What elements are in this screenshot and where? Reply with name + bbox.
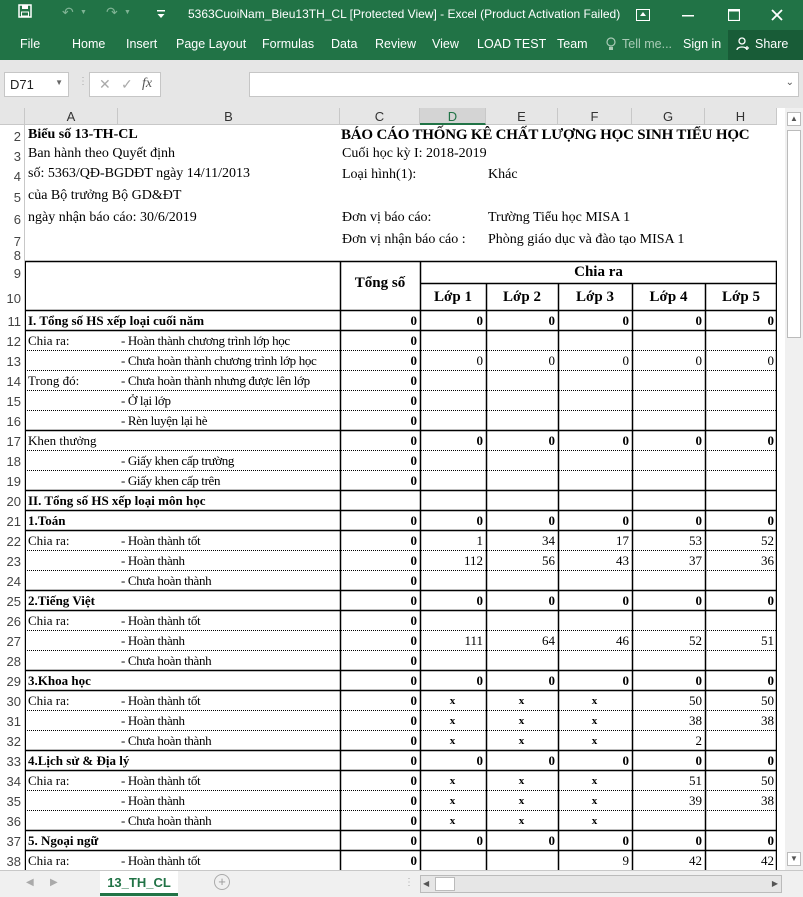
class-value-cell[interactable]: 0 [548,353,555,368]
row-label[interactable]: 1.Toán [28,513,66,528]
class-value-cell[interactable]: 9 [622,853,629,868]
table-row [25,830,777,850]
class-value-cell[interactable]: 42 [761,853,774,868]
class-value-cell[interactable]: 0 [548,313,555,328]
class-value-cell[interactable]: 51 [689,773,702,788]
receive-date: ngày nhận báo cáo: 30/6/2019 [28,210,197,225]
title-bar [0,0,803,30]
class-value-cell[interactable]: x [518,795,525,807]
row-header-38[interactable]: 38 [0,850,25,870]
total-cell[interactable]: 0 [410,393,417,408]
table-row [25,530,777,550]
class-value-cell[interactable]: 0 [476,313,483,328]
class-value-cell[interactable]: 0 [476,353,483,368]
customize-qat-icon[interactable] [156,6,166,22]
row-header-18[interactable]: 18 [0,450,25,470]
total-cell[interactable]: 0 [410,653,417,668]
column-header-h[interactable]: H [705,108,777,125]
undo-dropdown-icon[interactable]: ▼ [80,9,87,16]
table-row [25,370,777,390]
row-header-23[interactable]: 23 [0,550,25,570]
class-value-cell[interactable]: 46 [616,633,629,648]
total-cell[interactable]: 0 [410,333,417,348]
class-value-cell[interactable]: 38 [689,713,702,728]
class-value-cell[interactable]: 53 [689,533,702,548]
row-header-3[interactable]: 3 [0,145,25,164]
row-label[interactable]: 2.Tiếng Việt [28,593,95,608]
row-sublabel[interactable]: - Chưa hoàn thành chương trình lớp học [121,353,317,368]
row-label[interactable]: Chia ra: [28,333,70,348]
class-value-cell[interactable]: 38 [761,793,774,808]
class-value-cell[interactable]: 0 [476,433,483,448]
tab-insert[interactable]: Insert [126,37,158,51]
enter-icon[interactable]: ✓ [121,76,133,92]
total-cell[interactable]: 0 [410,313,417,328]
class-value-cell[interactable]: 0 [548,513,555,528]
row-label[interactable]: Chia ra: [28,613,70,628]
class-value-cell[interactable]: 0 [476,833,483,848]
class-value-cell[interactable]: x [518,815,525,827]
table-row [25,510,777,530]
row-header-33[interactable]: 33 [0,750,25,770]
class-value-cell[interactable]: 51 [761,633,774,648]
row-header-26[interactable]: 26 [0,610,25,630]
scroll-left-icon[interactable]: ◀ [423,879,430,888]
total-cell[interactable]: 0 [410,853,417,868]
row-label[interactable]: 5. Ngoại ngữ [28,833,99,848]
row-sublabel[interactable]: - Giấy khen cấp trường [121,453,235,468]
class-value-cell[interactable]: 0 [695,753,702,768]
class-value-cell[interactable]: 42 [689,853,702,868]
close-icon[interactable] [771,8,783,24]
row-sublabel[interactable]: - Hoàn thành chương trình lớp học [121,333,290,348]
type-value: Khác [488,167,518,182]
sheet-tab-bar [0,870,803,897]
class-value-cell[interactable]: 36 [761,553,774,568]
row-sublabel[interactable]: - Hoàn thành tốt [121,693,201,708]
class-value-cell[interactable]: x [591,735,598,747]
class-value-cell[interactable]: 0 [767,673,774,688]
formula-buttons [89,72,161,97]
table-row [25,470,777,490]
row-header-15[interactable]: 15 [0,390,25,410]
select-all-corner[interactable] [0,108,25,125]
vertical-scroll-thumb[interactable] [787,130,801,338]
table-row [25,590,777,610]
class-value-cell[interactable]: 52 [761,533,774,548]
total-cell[interactable]: 0 [410,673,417,688]
row-header-9[interactable]: 9 [0,261,25,283]
table-row [25,630,777,650]
row-header-7[interactable]: 7 [0,229,25,250]
class-value-cell[interactable]: x [518,735,525,747]
vertical-scrollbar[interactable] [785,108,803,870]
table-row [25,690,777,710]
row-label[interactable]: I. Tổng số HS xếp loại cuối năm [28,313,205,328]
class-value-cell[interactable]: 0 [622,753,629,768]
row-header-4[interactable]: 4 [0,164,25,185]
formula-bar-area [0,60,803,108]
row-header-27[interactable]: 27 [0,630,25,650]
total-cell[interactable]: 0 [410,753,417,768]
decision-number: số: 5363/QĐ-BGDĐT ngày 14/11/2013 [28,166,251,181]
total-cell[interactable]: 0 [410,633,417,648]
row-header-10[interactable]: 10 [0,283,25,310]
lightbulb-icon [606,37,616,54]
total-cell[interactable]: 0 [410,793,417,808]
tab-file[interactable]: File [20,37,41,51]
scroll-up-icon[interactable]: ▲ [787,112,801,126]
class-value-cell[interactable]: 0 [767,353,774,368]
column-header-e[interactable]: E [486,108,558,125]
split-header: Chia ra [574,264,623,280]
column-header-c[interactable]: C [340,108,420,125]
class-value-cell[interactable]: 111 [464,633,483,648]
issued-by: Ban hành theo Quyết định [28,146,175,161]
class-value-cell[interactable]: 0 [622,433,629,448]
row-sublabel[interactable]: - Ở lại lớp [121,393,171,408]
column-header-a[interactable]: A [25,108,118,125]
column-header-f[interactable]: F [558,108,632,125]
class-value-cell[interactable]: 52 [689,633,702,648]
row-sublabel[interactable]: - Hoàn thành [121,633,185,648]
total-cell[interactable]: 0 [410,433,417,448]
total-cell[interactable]: 0 [410,533,417,548]
row-header-25[interactable]: 25 [0,590,25,610]
row-header-32[interactable]: 32 [0,730,25,750]
table-row [25,430,777,450]
class-value-cell[interactable]: x [518,715,525,727]
row-header-11[interactable]: 11 [0,310,25,330]
ribbon-display-icon[interactable] [636,8,650,24]
table-row [25,490,777,510]
class-header-5: Lớp 5 [722,289,760,305]
insert-function-icon[interactable]: fx [142,76,153,91]
row-sublabel[interactable]: - Chưa hoàn thành [121,573,212,588]
class-header-3: Lớp 3 [576,289,614,305]
class-value-cell[interactable]: x [518,695,525,707]
row-sublabel[interactable]: - Hoàn thành [121,713,185,728]
table-row [25,610,777,630]
class-value-cell[interactable]: 0 [695,433,702,448]
table-row [25,670,777,690]
class-value-cell[interactable]: 64 [542,633,555,648]
row-sublabel[interactable]: - Chưa hoàn thành [121,733,212,748]
window-title: 5363CuoiNam_Bieu13TH_CL [Protected View] - Excel (Product Activation Failed) [188,7,621,21]
class-value-cell[interactable]: x [449,735,456,747]
class-value-cell[interactable]: 0 [767,833,774,848]
row-header-35[interactable]: 35 [0,790,25,810]
class-value-cell[interactable]: x [591,695,598,707]
receiving-unit-label: Đơn vị nhận báo cáo : [342,232,466,247]
row-sublabel[interactable]: - Hoàn thành tốt [121,533,201,548]
column-header-g[interactable]: G [632,108,705,125]
row-header-14[interactable]: 14 [0,370,25,390]
class-value-cell[interactable]: 112 [463,553,483,568]
horizontal-scrollbar[interactable] [420,875,782,893]
row-label[interactable]: Khen thưởng [28,433,97,448]
row-header-37[interactable]: 37 [0,830,25,850]
name-box-dropdown-icon[interactable]: ▼ [55,78,63,87]
prev-sheet-icon[interactable]: ◀ [26,877,34,888]
class-value-cell[interactable]: 0 [695,353,702,368]
tab-page-layout[interactable]: Page Layout [176,37,247,51]
class-value-cell[interactable]: 1 [476,533,483,548]
formula-input[interactable] [249,72,799,97]
table-row [25,790,777,810]
total-cell[interactable]: 0 [410,453,417,468]
table-row [25,850,777,870]
row-header-19[interactable]: 19 [0,470,25,490]
row-header-2[interactable]: 2 [0,125,25,145]
column-header-d[interactable]: D [420,108,486,125]
row-sublabel[interactable]: - Chưa hoàn thành nhưng được lên lớp [121,373,310,388]
scroll-down-icon[interactable]: ▼ [787,852,801,866]
row-sublabel[interactable]: - Hoàn thành tốt [121,773,201,788]
total-cell[interactable]: 0 [410,573,417,588]
row-header-31[interactable]: 31 [0,710,25,730]
class-value-cell[interactable]: 0 [622,673,629,688]
tab-team[interactable]: Team [557,37,588,51]
class-value-cell[interactable]: x [449,715,456,727]
total-cell[interactable]: 0 [410,473,417,488]
class-header-2: Lớp 2 [503,289,541,305]
total-cell[interactable]: 0 [410,553,417,568]
row-header-24[interactable]: 24 [0,570,25,590]
term: Cuối học kỳ I: 2018-2019 [342,146,487,161]
row-label[interactable]: 3.Khoa học [28,673,91,688]
class-value-cell[interactable]: x [449,795,456,807]
maximize-icon[interactable] [728,8,740,24]
share-button[interactable] [728,30,803,60]
total-cell[interactable]: 0 [410,713,417,728]
table-row [25,330,777,350]
class-value-cell[interactable]: 0 [767,433,774,448]
undo-icon[interactable]: ↶ [62,4,74,20]
class-value-cell[interactable]: 0 [767,753,774,768]
row-label[interactable]: Chia ra: [28,773,70,788]
tab-formulas[interactable]: Formulas [262,37,315,51]
class-value-cell[interactable]: 2 [695,733,702,748]
table-row [25,310,777,330]
class-value-cell[interactable]: 0 [548,753,555,768]
add-sheet-icon[interactable]: + [214,874,230,890]
class-value-cell[interactable]: 43 [616,553,629,568]
next-sheet-icon[interactable]: ▶ [50,877,58,888]
class-value-cell[interactable]: 38 [761,713,774,728]
class-value-cell[interactable]: x [591,815,598,827]
row-header-17[interactable]: 17 [0,430,25,450]
class-value-cell[interactable]: x [591,795,598,807]
table-row [25,550,777,570]
class-value-cell[interactable]: 50 [761,773,774,788]
class-value-cell[interactable]: 0 [622,353,629,368]
row-header-29[interactable]: 29 [0,670,25,690]
ribbon-tabs [0,30,803,60]
table-row [25,410,777,430]
row-label[interactable]: Chia ra: [28,853,70,868]
class-value-cell[interactable]: x [591,775,598,787]
total-cell[interactable]: 0 [410,373,417,388]
sign-in-link[interactable]: Sign in [683,37,722,51]
name-box[interactable] [4,72,69,97]
class-value-cell[interactable]: 0 [695,513,702,528]
row-sublabel[interactable]: - Hoàn thành [121,553,185,568]
class-value-cell[interactable]: 17 [616,533,629,548]
row-header-34[interactable]: 34 [0,770,25,790]
row-label[interactable]: 4.Lịch sử & Địa lý [28,753,130,768]
person-add-icon [736,37,750,54]
scroll-right-icon[interactable]: ▶ [771,879,778,888]
name-box-value: D71 [10,77,34,92]
tab-view[interactable]: View [432,37,459,51]
class-value-cell[interactable]: 37 [689,553,702,568]
class-value-cell[interactable]: 39 [689,793,702,808]
class-value-cell[interactable]: 0 [695,673,702,688]
class-value-cell[interactable]: 0 [767,313,774,328]
sheet-tab-13-th-cl[interactable]: 13_TH_CL [100,871,178,896]
total-header: Tổng số [354,275,406,291]
class-value-cell[interactable]: 50 [689,693,702,708]
total-cell[interactable]: 0 [410,813,417,828]
class-value-cell[interactable]: 50 [761,693,774,708]
class-value-cell[interactable]: 0 [695,313,702,328]
tab-data[interactable]: Data [331,37,358,51]
row-label[interactable]: Chia ra: [28,693,70,708]
tab-review[interactable]: Review [375,37,416,51]
share-label: Share [755,37,789,51]
class-value-cell[interactable]: 0 [548,433,555,448]
tab-load-test[interactable]: LOAD TEST [477,37,547,51]
total-cell[interactable]: 0 [410,693,417,708]
worksheet-grid[interactable] [25,125,777,870]
class-value-cell[interactable]: x [518,775,525,787]
row-header-16[interactable]: 16 [0,410,25,430]
total-cell[interactable]: 0 [410,773,417,788]
class-value-cell[interactable]: 0 [767,513,774,528]
class-value-cell[interactable]: 0 [622,593,629,608]
total-cell[interactable]: 0 [410,593,417,608]
row-label[interactable]: II. Tổng số HS xếp loại môn học [28,493,206,508]
class-value-cell[interactable]: 0 [476,513,483,528]
row-header-30[interactable]: 30 [0,690,25,710]
splitter-grip-icon[interactable]: ⋮ [404,877,414,888]
type-label: Loại hình(1): [342,167,417,182]
class-value-cell[interactable]: 0 [622,513,629,528]
row-header-20[interactable]: 20 [0,490,25,510]
table-row [25,570,777,590]
class-value-cell[interactable]: x [449,775,456,787]
class-header-1: Lớp 1 [434,289,472,305]
redo-icon[interactable]: ↷ [106,4,118,20]
minimize-icon[interactable] [682,8,694,24]
row-header-8[interactable]: 8 [0,250,25,261]
reporting-unit-value: Trường Tiểu học MISA 1 [488,210,631,225]
class-value-cell[interactable]: x [449,695,456,707]
reporting-unit-label: Đơn vị báo cáo: [342,210,432,225]
row-sublabel[interactable]: - Hoàn thành [121,793,185,808]
horizontal-scroll-thumb[interactable] [435,877,455,891]
table-row [25,650,777,670]
expand-formula-bar-icon[interactable]: ⌄ [785,77,794,88]
tab-home[interactable]: Home [72,37,106,51]
total-cell[interactable]: 0 [410,513,417,528]
row-header-21[interactable]: 21 [0,510,25,530]
class-value-cell[interactable]: 0 [622,313,629,328]
class-value-cell[interactable]: 34 [542,533,555,548]
class-value-cell[interactable]: 0 [695,593,702,608]
row-header-5[interactable]: 5 [0,185,25,206]
report-title: BÁO CÁO THỐNG KÊ CHẤT LƯỢNG HỌC SINH TIỂU HỌC [341,127,750,143]
table-row [25,390,777,410]
row-header-6[interactable]: 6 [0,206,25,229]
class-value-cell[interactable]: 0 [767,593,774,608]
total-cell[interactable]: 0 [410,733,417,748]
class-value-cell[interactable]: 0 [476,753,483,768]
row-sublabel[interactable]: - Hoàn thành tốt [121,613,201,628]
receiving-unit-value: Phòng giáo dục và đào tạo MISA 1 [488,232,685,247]
table-row [25,810,777,830]
total-cell[interactable]: 0 [410,353,417,368]
row-sublabel[interactable]: - Chưa hoàn thành [121,653,212,668]
row-sublabel[interactable]: - Rèn luyện lại hè [121,413,208,428]
class-value-cell[interactable]: 0 [548,673,555,688]
tell-me-search[interactable]: Tell me... [622,37,673,51]
save-icon[interactable] [18,4,32,21]
class-value-cell[interactable]: 0 [695,833,702,848]
class-value-cell[interactable]: x [449,815,456,827]
column-header-b[interactable]: B [118,108,340,125]
row-header-28[interactable]: 28 [0,650,25,670]
class-value-cell[interactable]: 0 [476,593,483,608]
row-header-36[interactable]: 36 [0,810,25,830]
table-row [25,770,777,790]
redo-dropdown-icon[interactable]: ▼ [124,9,131,16]
row-header-12[interactable]: 12 [0,330,25,350]
class-value-cell[interactable]: 56 [542,553,555,568]
row-sublabel[interactable]: - Hoàn thành tốt [121,853,201,868]
form-code: Biểu số 13-TH-CL [28,127,138,142]
class-value-cell[interactable]: 0 [548,833,555,848]
table-row [25,710,777,730]
row-header-13[interactable]: 13 [0,350,25,370]
class-value-cell[interactable]: x [591,715,598,727]
total-cell[interactable]: 0 [410,833,417,848]
total-cell[interactable]: 0 [410,413,417,428]
row-sublabel[interactable]: - Chưa hoàn thành [121,813,212,828]
row-header-22[interactable]: 22 [0,530,25,550]
class-value-cell[interactable]: 0 [622,833,629,848]
class-value-cell[interactable]: 0 [476,673,483,688]
class-header-4: Lớp 4 [649,289,688,305]
table-row [25,730,777,750]
row-label[interactable]: Chia ra: [28,533,70,548]
formula-bar-grip-icon: ⋮ [78,76,88,87]
class-value-cell[interactable]: 0 [548,593,555,608]
table-row [25,750,777,770]
row-label[interactable]: Trong đó: [28,373,80,388]
ministry: của Bộ trưởng Bộ GD&ĐT [28,188,182,203]
table-row [25,350,777,370]
total-cell[interactable]: 0 [410,613,417,628]
table-row [25,450,777,470]
row-sublabel[interactable]: - Giấy khen cấp trên [121,473,221,488]
cancel-icon[interactable]: ✕ [99,76,111,92]
